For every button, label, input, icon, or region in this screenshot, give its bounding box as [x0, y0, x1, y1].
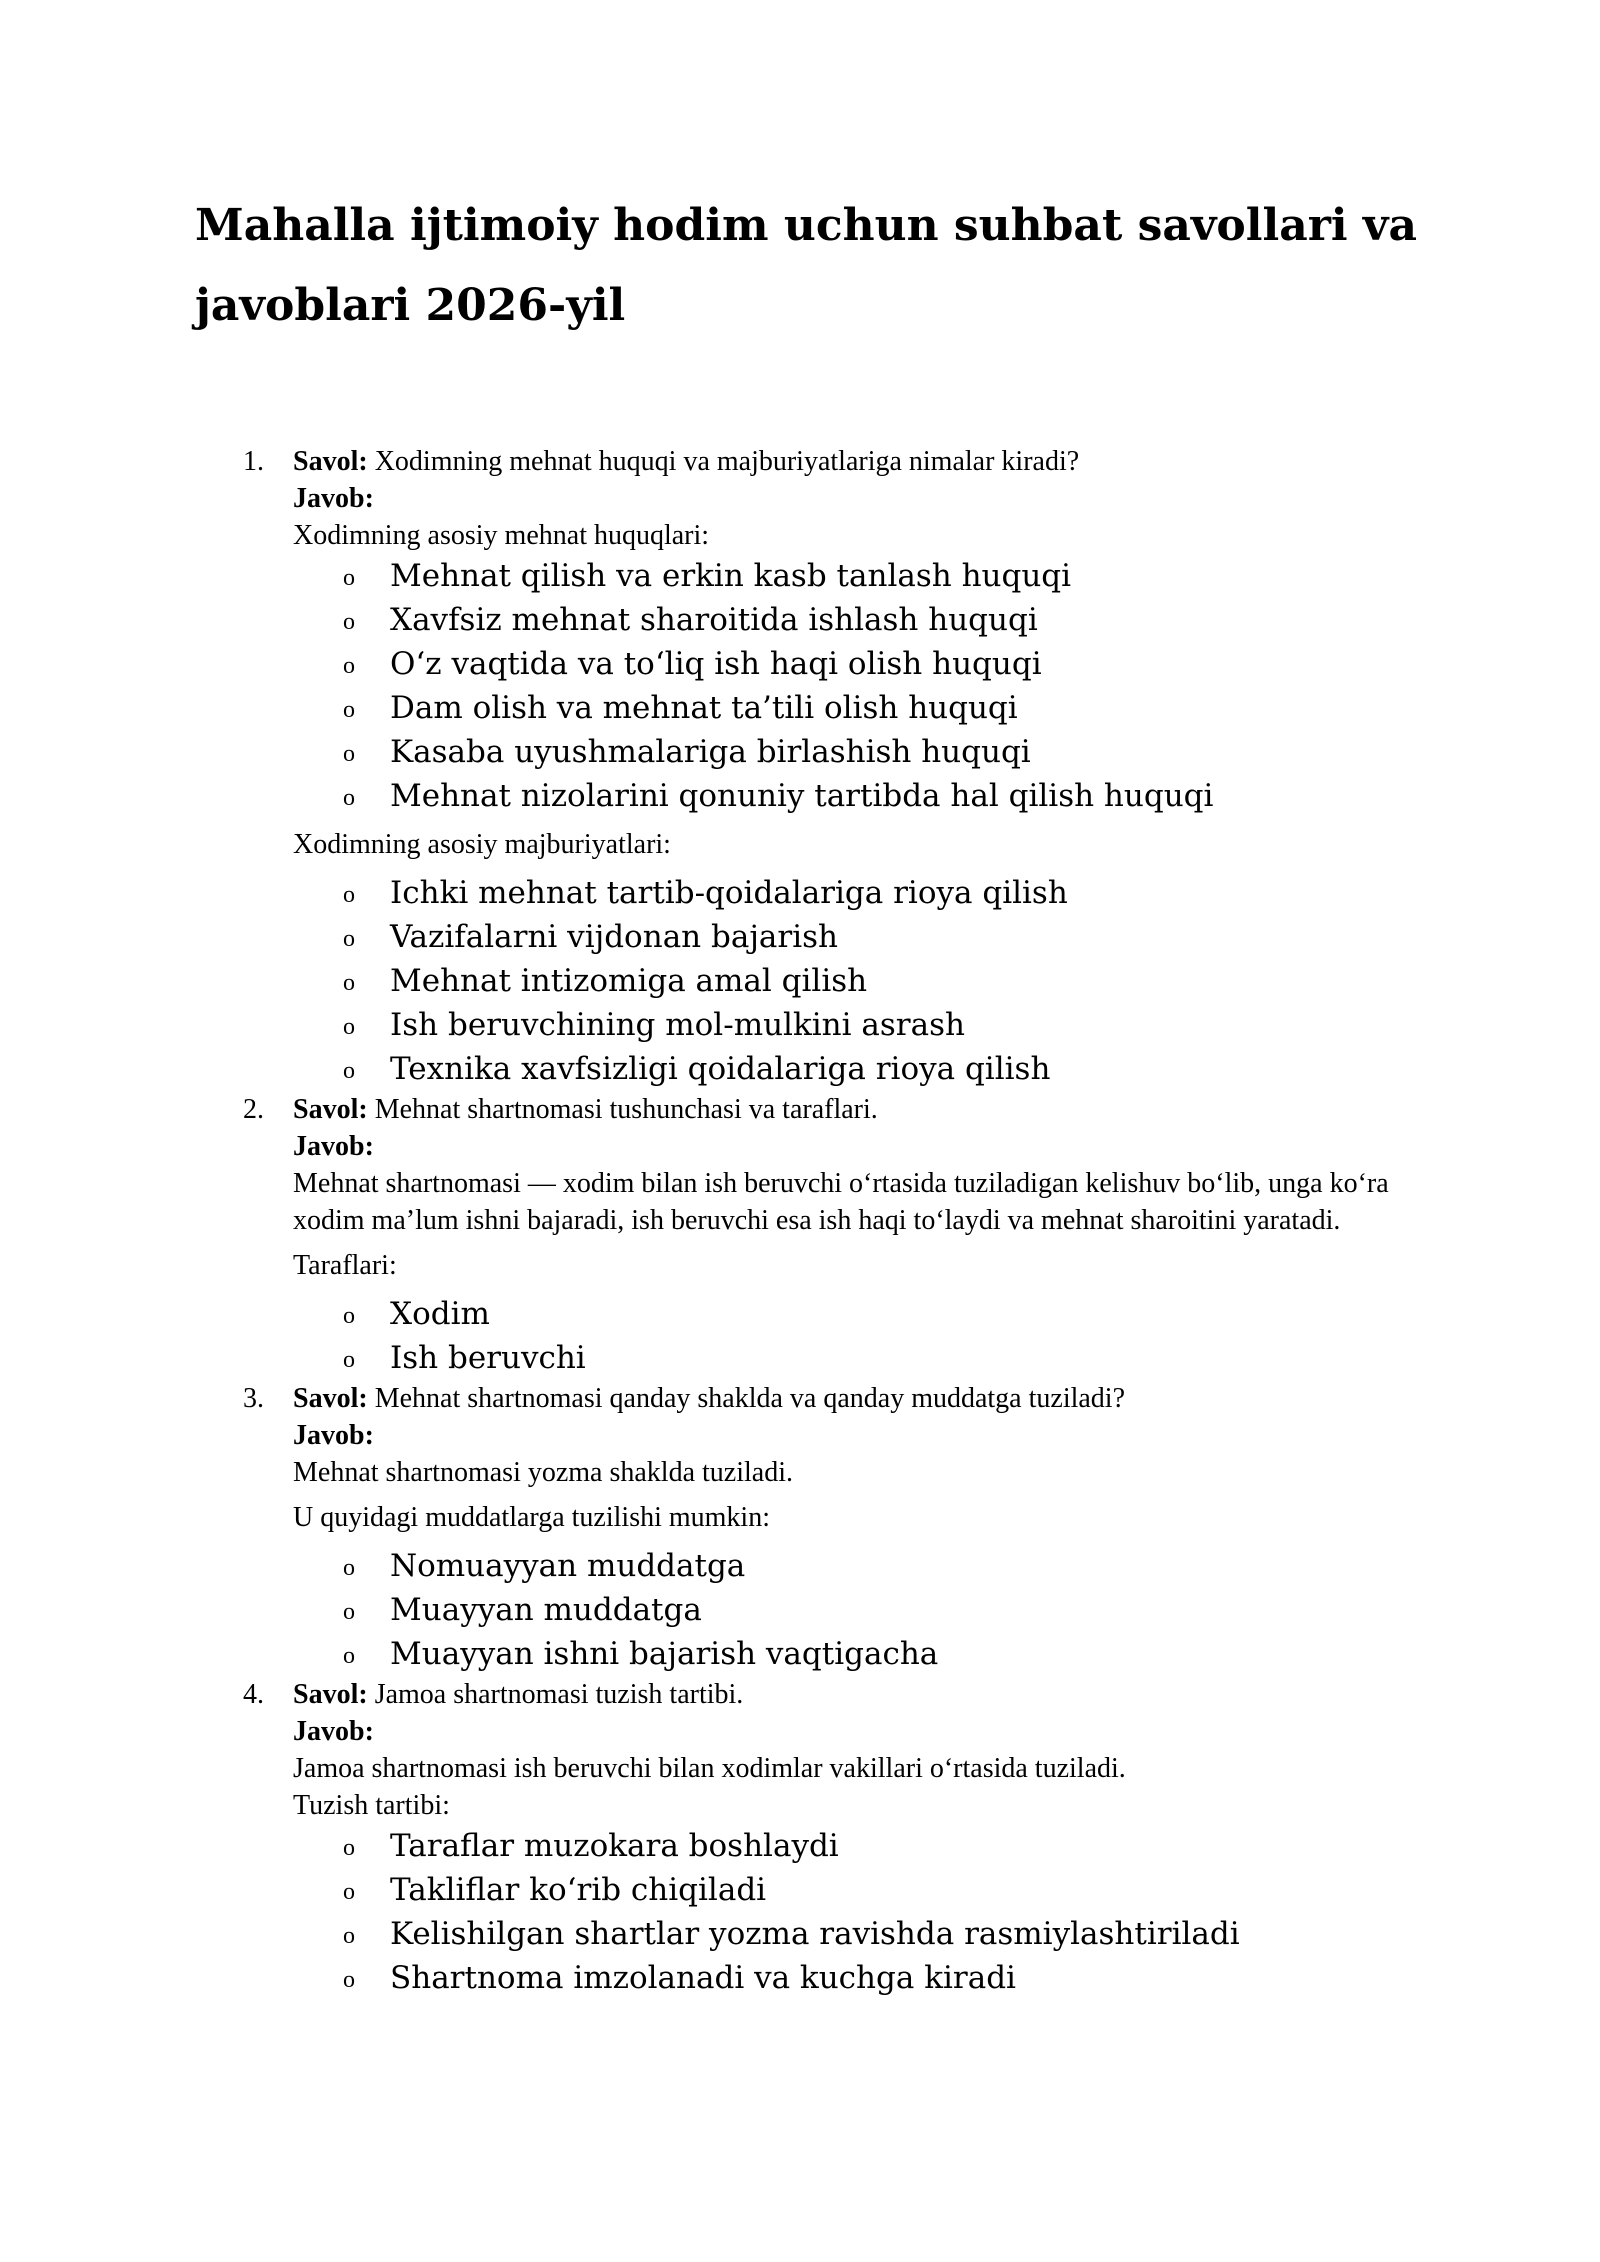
list-item-text: Xodim: [390, 1296, 490, 1332]
qa-item-2: [0, 1091, 1443, 1380]
list-item: [0, 598, 1443, 642]
qa-list: [0, 443, 1600, 2000]
list-item-text: Xavfsiz mehnat sharoitida ishlash huquqi: [390, 602, 1038, 638]
list-item: [0, 1292, 1443, 1336]
bullet-marker: o: [343, 1555, 355, 1581]
rights-list: [293, 554, 1443, 818]
list-item-text: Dam olish va mehnat ta’tili olish huquqi: [390, 690, 1018, 726]
list-item-text: Kasaba uyushmalariga birlashish huquqi: [390, 734, 1031, 770]
list-item-text: Mehnat intizomiga amal qilish: [390, 963, 868, 999]
list-item-text: Kelishilgan shartlar yozma ravishda rasmiylashtiriladi: [390, 1916, 1240, 1952]
list-item: [0, 1632, 1443, 1676]
list-item: [0, 959, 1443, 1003]
parties-list: [293, 1292, 1443, 1380]
bullet-marker: o: [343, 1643, 355, 1669]
answer-label: Javob:: [293, 1131, 374, 1162]
question-label: Savol:: [293, 1679, 368, 1710]
bullet-marker: o: [343, 1058, 355, 1084]
qa-item-3: [0, 1380, 1443, 1676]
list-item-text: Shartnoma imzolanadi va kuchga kiradi: [390, 1960, 1016, 1996]
question-text: Mehnat shartnomasi tushunchasi va taraflari.: [374, 1094, 878, 1125]
answer-paragraph: Jamoa shartnomasi ish beruvchi bilan xodimlar vakillari o‘rtasida tuziladi.: [293, 1753, 1126, 1784]
answer-paragraph: Xodimning asosiy majburiyatlari:: [293, 829, 671, 860]
bullet-marker: o: [343, 741, 355, 767]
bullet-marker: o: [343, 1599, 355, 1625]
question-text: Xodimning mehnat huquqi va majburiyatlariga nimalar kiradi?: [374, 446, 1080, 477]
list-item-text: O‘z vaqtida va to‘liq ish haqi olish huquqi: [390, 646, 1042, 682]
list-item: [0, 1868, 1443, 1912]
question-line: [293, 1091, 1443, 1128]
item-number: 4.: [243, 1679, 264, 1710]
bullet-marker: o: [343, 1923, 355, 1949]
list-item-text: Takliflar ko‘rib chiqiladi: [390, 1872, 767, 1908]
list-item-text: Vazifalarni vijdonan bajarish: [390, 919, 839, 955]
bullet-marker: o: [343, 1967, 355, 1993]
answer-paragraph: Tuzish tartibi:: [293, 1790, 450, 1821]
question-label: Savol:: [293, 446, 368, 477]
question-label: Savol:: [293, 1383, 368, 1414]
duties-list: [293, 871, 1443, 1091]
list-item-text: Taraflar muzokara boshlaydi: [390, 1828, 839, 1864]
qa-item-1: [0, 443, 1443, 1091]
terms-list: [293, 1544, 1443, 1676]
answer-label: Javob:: [293, 483, 374, 514]
question-text: Mehnat shartnomasi qanday shaklda va qanday muddatga tuziladi?: [374, 1383, 1126, 1414]
list-item: [0, 1824, 1443, 1868]
bullet-marker: o: [343, 609, 355, 635]
answer-paragraph: U quyidagi muddatlarga tuzilishi mumkin:: [293, 1502, 770, 1533]
list-item: [0, 686, 1443, 730]
bullet-marker: o: [343, 1835, 355, 1861]
bullet-marker: o: [343, 926, 355, 952]
list-item: [0, 1956, 1443, 2000]
procedure-list: [293, 1824, 1443, 2000]
qa-item-4: [0, 1676, 1443, 2000]
bullet-marker: o: [343, 565, 355, 591]
list-item: [0, 915, 1443, 959]
answer-paragraph: Taraflari:: [293, 1250, 397, 1281]
bullet-marker: o: [343, 1347, 355, 1373]
list-item-text: Mehnat nizolarini qonuniy tartibda hal qilish huquqi: [390, 778, 1214, 814]
document-body: [0, 443, 1600, 2000]
bullet-marker: o: [343, 653, 355, 679]
item-number: 1.: [243, 446, 264, 477]
item-number: 3.: [243, 1383, 264, 1414]
list-item-text: Texnika xavfsizligi qoidalariga rioya qilish: [390, 1051, 1051, 1087]
answer-label: Javob:: [293, 1420, 374, 1451]
answer-paragraph: Xodimning asosiy mehnat huquqlari:: [293, 520, 710, 551]
question-line: [293, 443, 1443, 480]
list-item-text: Ichki mehnat tartib-qoidalariga rioya qilish: [390, 875, 1068, 911]
question-text: Jamoa shartnomasi tuzish tartibi.: [374, 1679, 744, 1710]
list-item-text: Nomuayyan muddatga: [390, 1548, 746, 1584]
answer-paragraph: Mehnat shartnomasi — xodim bilan ish beruvchi o‘rtasida tuziladigan kelishuv bo‘lib, unga ko‘ra xodim ma’lum ishni bajaradi, ish beruvchi esa ish haqi to‘laydi va mehnat sharoitini yaratadi.: [293, 1168, 1389, 1236]
list-item: [0, 1003, 1443, 1047]
bullet-marker: o: [343, 1014, 355, 1040]
bullet-marker: o: [343, 1303, 355, 1329]
answer-line: [293, 1128, 1443, 1165]
question-line: [293, 1676, 1443, 1713]
list-item: [0, 1544, 1443, 1588]
bullet-marker: o: [343, 1879, 355, 1905]
bullet-marker: o: [343, 882, 355, 908]
list-item: [0, 774, 1443, 818]
list-item: [0, 1336, 1443, 1380]
list-item-text: Ish beruvchining mol-mulkini asrash: [390, 1007, 965, 1043]
bullet-marker: o: [343, 970, 355, 996]
answer-label: Javob:: [293, 1716, 374, 1747]
answer-paragraph: Mehnat shartnomasi yozma shaklda tuziladi.: [293, 1457, 793, 1488]
bullet-marker: o: [343, 697, 355, 723]
document-title: Mahalla ijtimoiy hodim uchun suhbat savollari va javoblari 2026-yil: [195, 200, 1418, 331]
list-item: [0, 1047, 1443, 1091]
bullet-marker: o: [343, 785, 355, 811]
list-item-text: Muayyan muddatga: [390, 1592, 702, 1628]
item-number: 2.: [243, 1094, 264, 1125]
answer-line: [293, 1713, 1443, 1750]
list-item: [0, 1912, 1443, 1956]
list-item: [0, 730, 1443, 774]
list-item: [0, 642, 1443, 686]
list-item: [0, 1588, 1443, 1632]
answer-line: [293, 1417, 1443, 1454]
list-item: [0, 871, 1443, 915]
list-item-text: Muayyan ishni bajarish vaqtigacha: [390, 1636, 939, 1672]
list-item-text: Mehnat qilish va erkin kasb tanlash huquqi: [390, 558, 1072, 594]
list-item-text: Ish beruvchi: [390, 1340, 586, 1376]
list-item: [0, 554, 1443, 598]
question-label: Savol:: [293, 1094, 368, 1125]
answer-line: [293, 480, 1443, 517]
question-line: [293, 1380, 1443, 1417]
